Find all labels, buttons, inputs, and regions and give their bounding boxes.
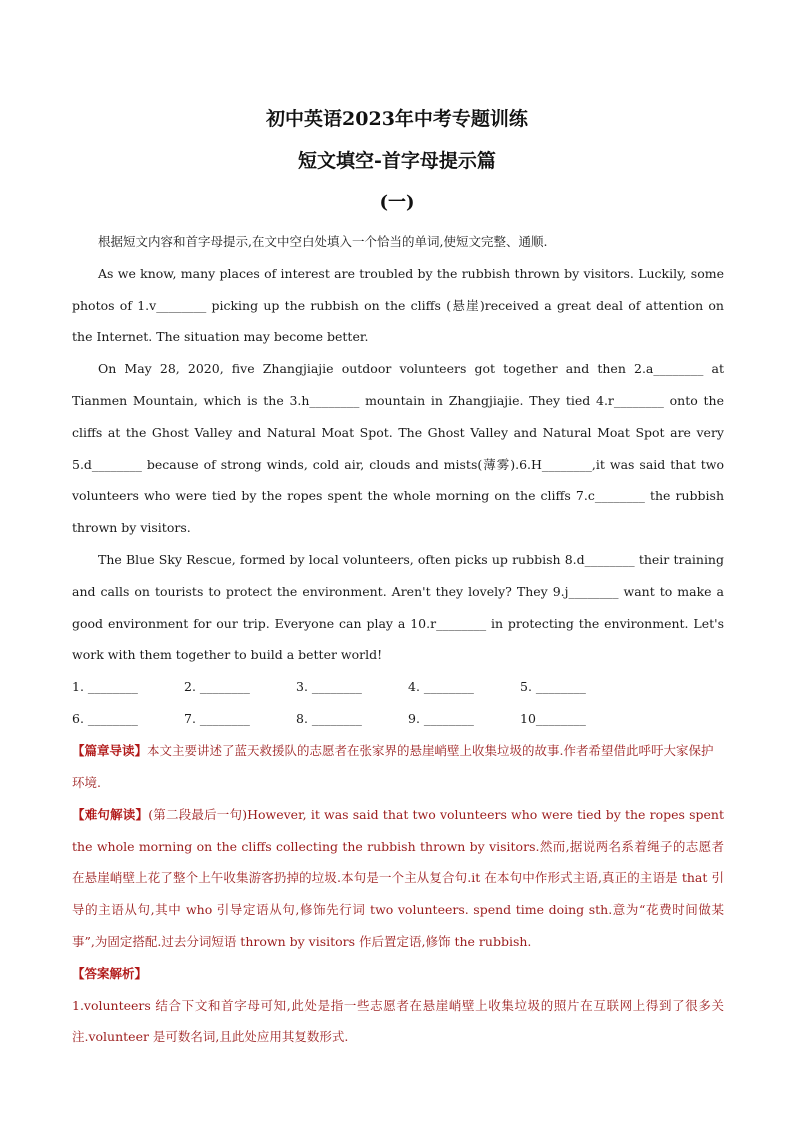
doc-title: 初中英语2023年中考专题训练 — [266, 108, 528, 130]
answer-blank: 8. ________ — [296, 711, 362, 727]
passage-paragraph-3: The Blue Sky Rescue, formed by local volunteers, often picks up rubbish 8.d________ their training and calls on tourists to protect the environment. Aren't they lovely? They 9.j________ want to make a good environment for our trip. Everyone can play a 10.r________ in protecting the environment. Let's work with them together to build a better world! — [72, 551, 724, 663]
answer-blank: 4. ________ — [408, 679, 474, 695]
answer-analysis-label: 【答案解析】 — [72, 965, 148, 981]
answer-blank: 3. ________ — [296, 679, 362, 695]
answer-blank: 5. ________ — [520, 679, 586, 695]
answer-blank: 10________ — [520, 711, 586, 727]
section-number: (一) — [379, 192, 415, 213]
answer-analysis-1: 1.volunteers 结合下文和首字母可知,此处是指一些志愿者在悬崖峭壁上收集垃圾的照片在互联网上得到了很多关注.volunteer 是可数名词,且此处应用其复数形式. — [72, 997, 724, 1045]
content-body — [72, 226, 724, 1053]
passage-guide — [72, 735, 724, 799]
answer-blanks — [72, 671, 724, 735]
answer-blank: 2. ________ — [184, 679, 250, 695]
difficulty-text: (第二段最后一句)However, it was said that two volunteers who were tied by the ropes spent the whole morning on the cliffs collecting the rubbish thrown by visitors.然而,据说两名系着绳子的志愿者在悬崖峭壁上花了整个上午收集游客扔掉的垃圾.本句是一个主从复合句.it 在本句中作形式主语,真正的主语是 that 引导的主语从句,其中 who 引导定语从句,修饰先行词 two volunteers. spend time doing sth.意为“花费时间做某事”,为固定搭配.过去分词短语 thrown by visitors 作后置定语,修饰 the rubbish. — [72, 806, 724, 949]
difficulty-label: 【难句解读】 — [72, 806, 149, 822]
answer-blank: 7. ________ — [184, 711, 250, 727]
answer-blank: 1. ________ — [72, 679, 138, 695]
instruction: 根据短文内容和首字母提示,在文中空白处填入一个恰当的单词,使短文完整、通顺. — [98, 234, 548, 249]
guide-text: 本文主要讲述了蓝天救援队的志愿者在张家界的悬崖峭壁上收集垃圾的故事.作者希望借此呼吁大家保护环境. — [72, 743, 714, 790]
guide-label: 【篇章导读】 — [72, 743, 148, 759]
doc-subtitle: 短文填空-首字母提示篇 — [298, 150, 496, 172]
passage-paragraph-2: On May 28, 2020, five Zhangjiajie outdoor volunteers got together and then 2.a________ at Tianmen Mountain, which is the 3.h________ mountain in Zhangjiajie. They tied 4.r________ onto the cliffs at the Ghost Valley and Natural Moat Spot. The Ghost Valley and Natural Moat Spot are very 5.d________ because of strong winds, cold air, clouds and mists(薄雾).6.H________,it was said that two volunteers who were tied by the ropes spent the whole morning on the cliffs 7.c________ the rubbish thrown by visitors. — [72, 361, 724, 536]
difficult-sentence — [72, 799, 724, 958]
answer-blank: 9. ________ — [408, 711, 474, 727]
answer-blank: 6. ________ — [72, 711, 138, 727]
passage-paragraph-1: As we know, many places of interest are troubled by the rubbish thrown by visitors. Luckily, some photos of 1.v________ picking up the rubbish on the cliffs (悬崖)received a great deal of attention on the Internet. The situation may become better. — [72, 265, 724, 345]
